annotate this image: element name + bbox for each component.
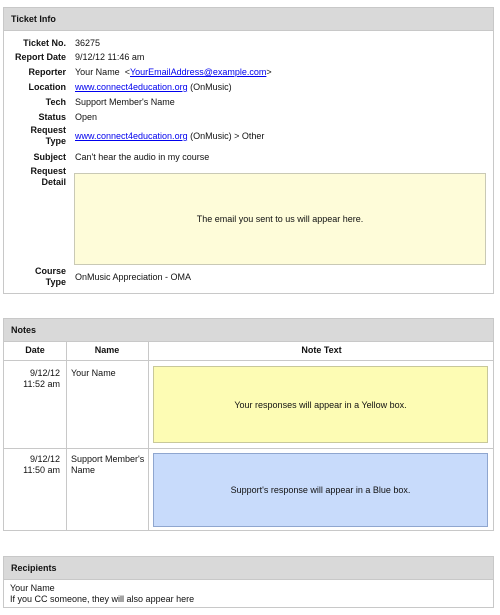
reporter-label: Reporter xyxy=(28,67,66,77)
request-type-suffix: (OnMusic) > Other xyxy=(187,131,265,141)
course-type-label-1: Course xyxy=(34,266,66,276)
ticket-info-header: Ticket Info xyxy=(4,8,493,31)
ticket-info-panel xyxy=(3,7,494,294)
note-text-box-yellow xyxy=(153,366,488,443)
note-text: Support's response will appear in a Blue box. xyxy=(230,485,411,495)
recipient-item: If you CC someone, they will also appear here xyxy=(10,594,195,604)
note-author: Your Name xyxy=(71,368,116,378)
column-header-name: Name xyxy=(94,345,120,355)
request-detail-text: The email you sent to us will appear here. xyxy=(196,214,364,224)
column-header-note-text: Note Text xyxy=(301,345,342,355)
reporter-name: Your Name xyxy=(75,67,120,77)
ticket-no-label: Ticket No. xyxy=(23,38,66,48)
report-date-label: Report Date xyxy=(14,52,66,62)
row-divider xyxy=(4,360,493,361)
reporter-email-close: > xyxy=(266,67,272,77)
request-type-link[interactable]: www.connect4education.org xyxy=(75,131,188,141)
request-type-label-2: Type xyxy=(45,136,66,146)
tech-value: Support Member's Name xyxy=(75,97,175,107)
request-type-label-1: Request xyxy=(30,125,66,135)
column-header-date: Date xyxy=(25,345,45,355)
request-detail-box xyxy=(74,173,486,265)
location-label: Location xyxy=(28,82,66,92)
status-value: Open xyxy=(75,112,98,122)
recipients-panel xyxy=(3,556,494,608)
subject-label: Subject xyxy=(33,152,66,162)
request-detail-label-2: Detail xyxy=(41,177,66,187)
location-suffix: (OnMusic) xyxy=(187,82,232,92)
note-text-box-blue xyxy=(153,453,488,527)
status-label: Status xyxy=(38,112,66,122)
subject-value: Can't hear the audio in my course xyxy=(75,152,210,162)
ticket-no-value: 36275 xyxy=(75,38,101,48)
row-divider xyxy=(4,448,493,449)
column-divider xyxy=(66,341,67,531)
recipient-item: Your Name xyxy=(10,583,55,593)
note-author-cont: Name xyxy=(71,465,96,475)
location-link[interactable]: www.connect4education.org xyxy=(75,82,188,92)
course-type-value: OnMusic Appreciation - OMA xyxy=(75,272,192,282)
request-detail-label-1: Request xyxy=(30,166,66,176)
course-type-label-2: Type xyxy=(45,277,66,287)
note-time: 11:52 am xyxy=(23,379,60,389)
location-value xyxy=(75,82,232,93)
notes-panel xyxy=(3,318,494,531)
recipients-header: Recipients xyxy=(4,557,493,580)
column-divider xyxy=(148,341,149,531)
note-text: Your responses will appear in a Yellow box. xyxy=(234,399,407,410)
tech-label: Tech xyxy=(45,97,66,107)
note-author: Support Member's xyxy=(71,454,145,464)
reporter-email-link[interactable]: YourEmailAddress@example.com xyxy=(129,67,267,77)
reporter-email-open: < xyxy=(124,67,130,77)
note-date: 9/12/12 xyxy=(29,454,60,464)
request-type-value xyxy=(75,131,264,142)
note-date: 9/12/12 xyxy=(29,368,60,378)
notes-table xyxy=(4,341,493,531)
reporter-value xyxy=(75,67,272,78)
notes-header: Notes xyxy=(4,319,493,342)
note-time: 11:50 am xyxy=(23,465,60,475)
report-date-value: 9/12/12 11:46 am xyxy=(75,52,145,62)
